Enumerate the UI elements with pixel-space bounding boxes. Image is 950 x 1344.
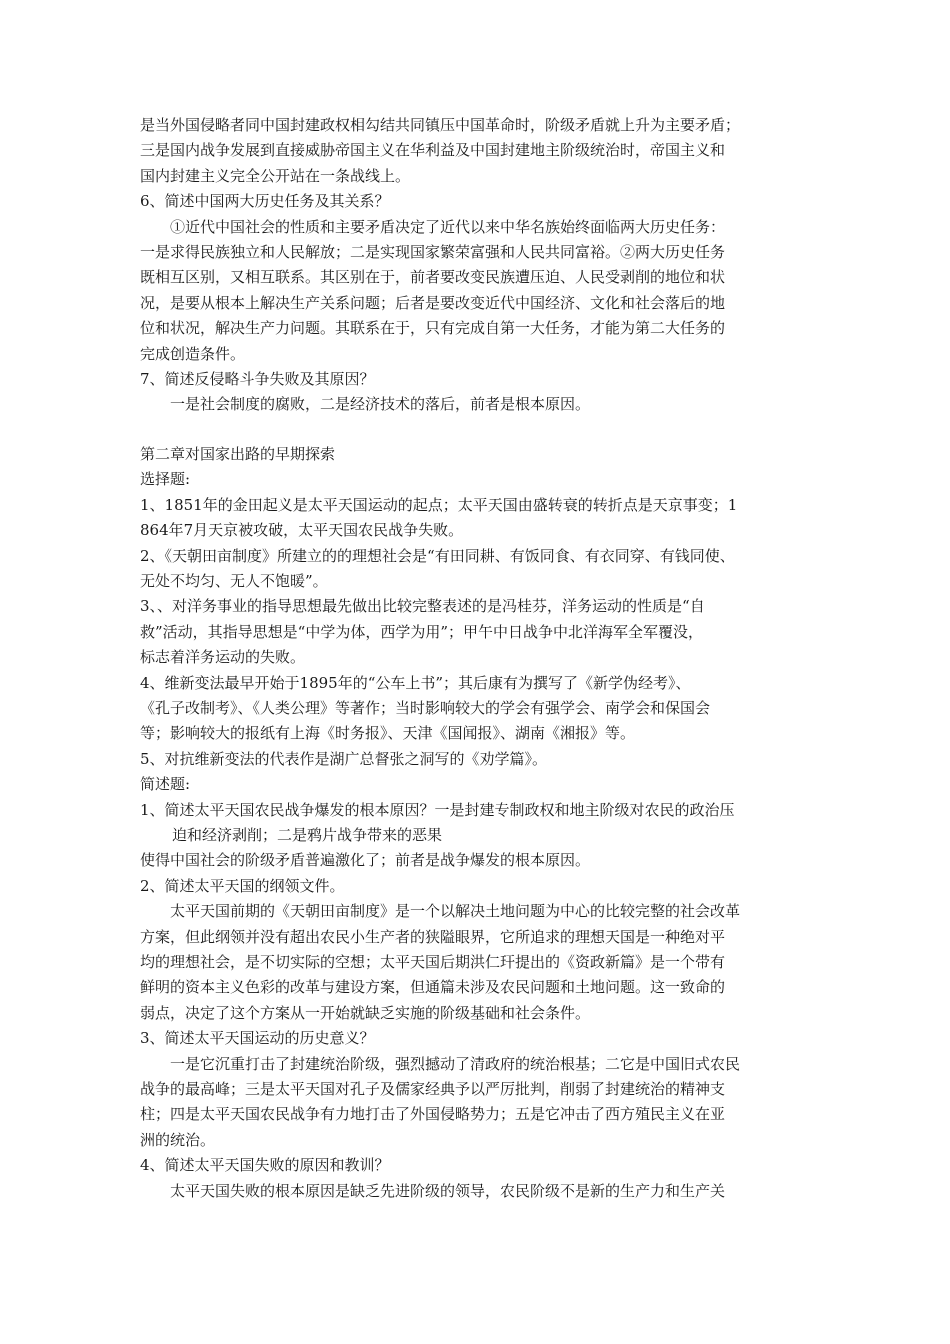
text-line: 救”活动，其指导思想是“中学为体，西学为用”；甲午中日战争中北洋海军全军覆没， (140, 622, 704, 641)
text-line: 位和状况，解决生产力问题。其联系在于，只有完成自第一大任务，才能为第二大任务的 (140, 319, 726, 338)
text-line: 《孔子改制考》、《人类公理》等著作；当时影响较大的学会有强学会、南学会和保国会 (140, 698, 711, 717)
text-line: 战争的最高峰；三是太平天国对孔子及儒家经典予以严厉批判，削弱了封建统治的精神支 (140, 1080, 726, 1099)
text-line: 方案，但此纲领并没有超出农民小生产者的狭隘眼界，它所追求的理想天国是一种绝对平 (140, 927, 726, 946)
text-line: 均的理想社会，是不切实际的空想；太平天国后期洪仁玕提出的《资政新篇》是一个带有 (140, 953, 726, 971)
text-line: 使得中国社会的阶级矛盾普遍激化了；前者是战争爆发的根本原因。 (140, 851, 591, 870)
text-line: 1、1851年的金田起义是太平天国运动的起点；太平天国由盛转衰的转折点是天京事变；1 (140, 495, 738, 514)
question-heading: 6、简述中国两大历史任务及其关系？ (140, 192, 390, 211)
text-line: 况，是要从根本上解决生产关系问题；后者是要改变近代中国经济、文化和社会落后的地 (140, 293, 726, 312)
chapter-title: 第二章对国家出路的早期探索 (140, 444, 336, 463)
text-line: 太平天国失败的根本原因是缺乏先进阶级的领导，农民阶级不是新的生产力和生产关 (170, 1181, 726, 1200)
text-line: 迫和经济剥削；二是鸦片战争带来的恶果 (172, 825, 443, 844)
question-heading: 3、简述太平天国运动的历史意义？ (140, 1029, 375, 1048)
text-line: 柱；四是太平天国农民战争有力地打击了外国侵略势力；五是它冲击了西方殖民主义在亚 (140, 1105, 726, 1124)
text-line: 一是求得民族独立和人民解放；二是实现国家繁荣富强和人民共同富裕。②两大历史任务 (140, 243, 726, 262)
text-line: 一是社会制度的腐败，二是经济技术的落后，前者是根本原因。 (170, 395, 591, 414)
text-line: 既相互区别，又相互联系。其区别在于，前者要改变民族遭压迫、人民受剥削的地位和状 (140, 268, 726, 287)
text-line: 4、维新变法最早开始于1895年的“公车上书”；其后康有为撰写了《新学伪经考》、 (140, 673, 691, 692)
blank-line (140, 418, 822, 442)
section-label: 简述题: (140, 775, 191, 794)
text-line: 洲的统治。 (140, 1130, 216, 1149)
question-heading: 2、简述太平天国的纲领文件。 (140, 876, 345, 895)
question-heading: 4、简述太平天国失败的原因和教训？ (140, 1156, 390, 1175)
text-line: 国内封建主义完全公开站在一条战线上。 (140, 166, 411, 185)
text-line: 完成创造条件。 (140, 344, 246, 363)
text-line: 3、、对洋务事业的指导思想最先做出比较完整表述的是冯桂芬，洋务运动的性质是“自 (140, 597, 705, 616)
text-line: 是当外国侵略者同中国封建政权相勾结共同镇压中国革命时，阶级矛盾就上升为主要矛盾； (140, 116, 741, 134)
section-label: 选择题: (140, 470, 191, 489)
text-line: 无处不均匀、无人不饱暖”。 (140, 571, 328, 590)
text-line: 弱点，决定了这个方案从一开始就缺乏实施的阶级基础和社会条件。 (140, 1003, 591, 1022)
text-line: 三是国内战争发展到直接威胁帝国主义在华利益及中国封建地主阶级统治时，帝国主义和 (140, 141, 726, 160)
text-line: 一是它沉重打击了封建统治阶级，强烈撼动了清政府的统治根基；二它是中国旧式农民 (170, 1054, 741, 1073)
text-line: 2、《天朝田亩制度》所建立的的理想社会是“有田同耕、有饭同食、有衣同穿、有钱同使、 (140, 546, 735, 565)
text-line: 864年7月天京被攻破，太平天国农民战争失败。 (140, 521, 464, 540)
question-heading: 1、简述太平天国农民战争爆发的根本原因？一是封建专制政权和地主阶级对农民的政治压 (140, 800, 735, 819)
text-line: ①近代中国社会的性质和主要矛盾决定了近代以来中华名族始终面临两大历史任务： (170, 217, 726, 236)
text-line: 太平天国前期的《天朝田亩制度》是一个以解决土地问题为中心的比较完整的社会改革 (170, 902, 741, 921)
text-line: 标志着洋务运动的失败。 (140, 648, 306, 667)
question-heading: 7、简述反侵略斗争失败及其原因？ (140, 370, 375, 389)
document-body (140, 113, 822, 1204)
text-line: 鲜明的资本主义色彩的改革与建设方案，但通篇未涉及农民问题和土地问题。这一致命的 (140, 978, 726, 997)
text-line: 等；影响较大的报纸有上海《时务报》、天津《国闻报》、湖南《湘报》等。 (140, 724, 636, 743)
text-line: 5、对抗维新变法的代表作是湖广总督张之洞写的《劝学篇》。 (140, 749, 548, 768)
